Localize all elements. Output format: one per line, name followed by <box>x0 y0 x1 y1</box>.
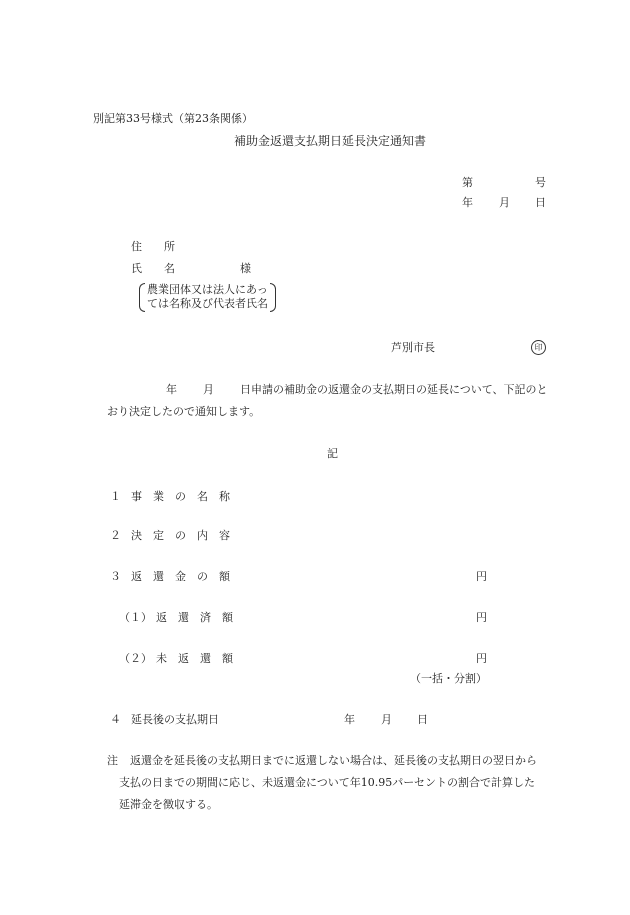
item3-2-unit: 円 <box>476 652 487 665</box>
doc-number-go: 号 <box>535 176 546 189</box>
item4-month: 月 <box>381 713 392 726</box>
note-prefix: 注 <box>107 754 118 767</box>
note-line3: 延滞金を徴収する。 <box>119 798 218 811</box>
body-line2: おり決定したので通知します。 <box>107 405 261 418</box>
item3-1-label: 返 還 済 額 <box>156 611 233 624</box>
address-label: 住 所 <box>131 240 175 253</box>
item2-label: 決 定 の 内 容 <box>131 529 230 542</box>
doc-number-dai: 第 <box>462 176 473 189</box>
document-title: 補助金返還支払期日延長決定通知書 <box>234 134 427 148</box>
item3-1-number: （１） <box>119 611 152 624</box>
form-number: 別記第33号様式（第23条関係） <box>93 112 253 125</box>
item2-number: ２ <box>110 529 121 542</box>
note-line2: 支払の日までの期間に応じ、未返還金について年10.95パーセントの割合で計算した <box>119 776 536 789</box>
item1-number: １ <box>110 490 121 503</box>
item3-number: ３ <box>110 570 121 583</box>
ki-heading: 記 <box>327 447 338 460</box>
addressee-note-line1: 農業団体又は法人にあっ <box>147 283 268 296</box>
addressee-note <box>139 283 276 311</box>
body-line1: 日申請の補助金の返還金の支払期日の延長について、下記のと <box>240 383 548 396</box>
item4-day: 日 <box>417 713 428 726</box>
addressee-note-line2: ては名称及び代表者氏名 <box>147 297 268 310</box>
issuer-title: 芦別市長 <box>391 341 435 354</box>
body-month: 月 <box>203 383 214 396</box>
honorific: 様 <box>240 262 251 275</box>
item3-1-unit: 円 <box>476 611 487 624</box>
date-year: 年 <box>462 196 473 209</box>
name-label: 氏 名 <box>131 262 175 275</box>
seal-mark: 印 <box>531 340 546 355</box>
date-month: 月 <box>499 196 510 209</box>
item4-number: ４ <box>110 713 121 726</box>
item3-label: 返 還 金 の 額 <box>131 570 230 583</box>
item3-unit: 円 <box>476 570 487 583</box>
item4-label: 延長後の支払期日 <box>131 713 219 726</box>
item3-2-number: （２） <box>119 652 152 665</box>
item4-year: 年 <box>344 713 355 726</box>
item3-2-label: 未 返 還 額 <box>156 652 233 665</box>
item1-label: 事 業 の 名 称 <box>131 490 230 503</box>
payment-method: （一括・分割） <box>410 672 487 685</box>
date-day: 日 <box>535 196 546 209</box>
note-line1: 返還金を延長後の支払期日までに返還しない場合は、延長後の支払期日の翌日から <box>130 754 537 767</box>
body-year: 年 <box>166 383 177 396</box>
